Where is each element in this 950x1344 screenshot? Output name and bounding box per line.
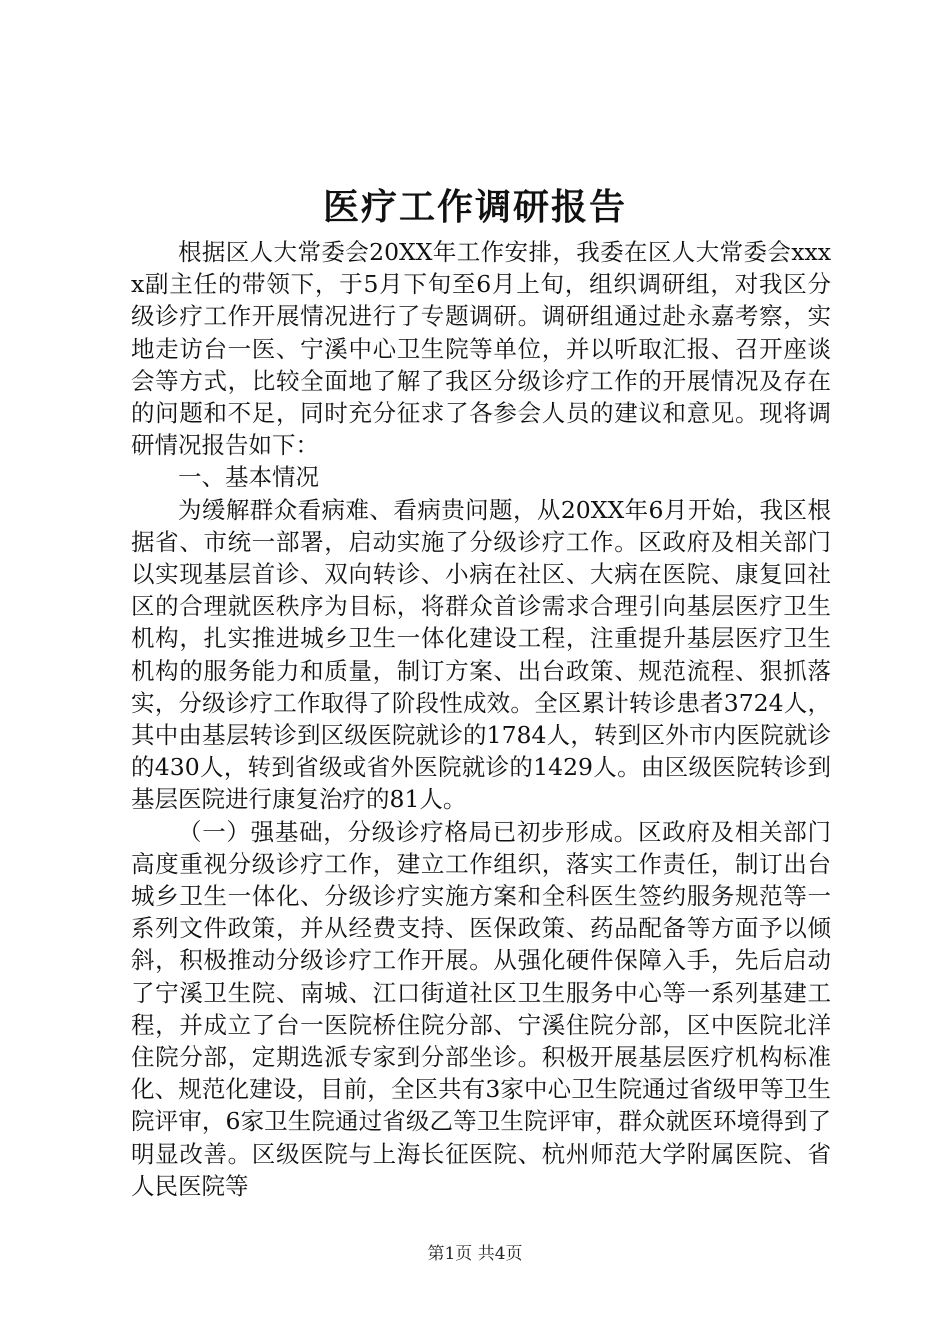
document-body <box>131 236 831 1202</box>
page-number-footer: 第1页 共4页 <box>427 1244 523 1264</box>
document-title: 医疗工作调研报告 <box>322 187 627 228</box>
paragraph-basic-situation: 为缓解群众看病难、看病贵问题，从20XX年6月开始，我区根据省、市统一部署，启动实施了分级诊疗工作。区政府及相关部门以实现基层首诊、双向转诊、小病在社区、大病在医院、康复回社区的合理就医秩序为目标，将群众首诊需求合理引向基层医疗卫生机构，扎实推进城乡卫生一体化建设工程，注重提升基层医疗卫生机构的服务能力和质量，制订方案、出台政策、规范流程、狠抓落实，分级诊疗工作取得了阶段性成效。全区累计转诊患者3724人，其中由基层转诊到区级医院就诊的1784人，转到区外市内医院就诊的430人，转到省级或省外医院就诊的1429人。由区级医院转诊到基层医院进行康复治疗的81人。 <box>131 495 831 814</box>
paragraph-strengthen-foundation: （一）强基础，分级诊疗格局已初步形成。区政府及相关部门高度重视分级诊疗工作，建立工作组织，落实工作责任，制订出台城乡卫生一体化、分级诊疗实施方案和全科医生签约服务规范等一系列文件政策，并从经费支持、医保政策、药品配备等方面予以倾斜，积极推动分级诊疗工作开展。从强化硬件保障入手，先后启动了宁溪卫生院、南城、江口街道社区卫生服务中心等一系列基建工程，并成立了台一医院桥住院分部、宁溪住院分部，区中医院北洋住院分部，定期选派专家到分部坐诊。积极开展基层医疗机构标准化、规范化建设，目前，全区共有3家中心卫生院通过省级甲等卫生院评审，6家卫生院通过省级乙等卫生院评审，群众就医环境得到了明显改善。区级医院与上海长征医院、杭州师范大学附属医院、省人民医院等 <box>131 817 831 1200</box>
section-heading-basic-situation: 一、基本情况 <box>178 463 319 492</box>
paragraph-intro: 根据区人大常委会20XX年工作安排，我委在区人大常委会xxxx副主任的带领下，于5月下旬至6月上旬，组织调研组，对我区分级诊疗工作开展情况进行了专题调研。调研组通过赴永嘉考察，实地走访台一医、宁溪中心卫生院等单位，并以听取汇报、召开座谈会等方式，比较全面地了解了我区分级诊疗工作的开展情况及存在的问题和不足，同时充分征求了各参会人员的建议和意见。现将调研情况报告如下： <box>131 238 831 460</box>
